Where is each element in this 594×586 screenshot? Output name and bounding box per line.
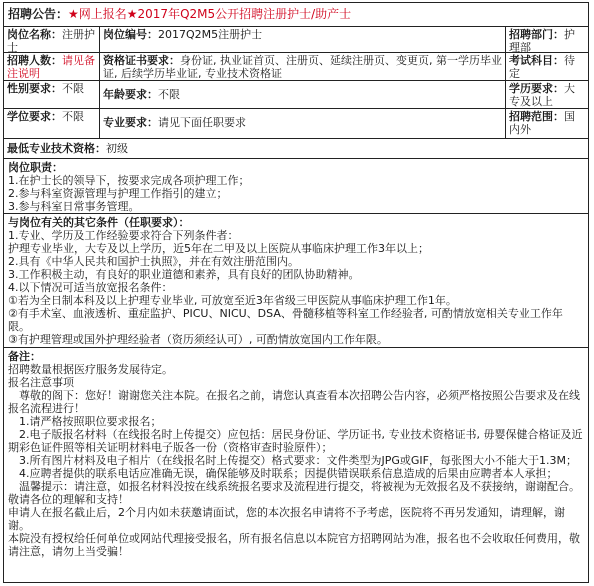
exam-label: 考试科目：: [509, 54, 564, 67]
gender-label: 性别要求：: [7, 82, 62, 95]
duty-line-2: 2.参与科室资源管理与护理工作指引的建立；: [8, 187, 228, 200]
condition-line-8: ③有护理管理或国外护理经验者（资历须经认可）, 可酌情放宽国内工作年限。: [8, 333, 388, 346]
major-cell: [100, 109, 506, 138]
note-line-5: 2.电子版报名材料（在线报名时上传提交）应包括：居民身份证、学历证书, 专业技术资格证书, 毋婴保健合格证及近期彩色证件照等相关证明材料电子版各一份（资格审查时验原件）；: [8, 428, 583, 454]
age-cell: [100, 81, 506, 108]
edu-cell: [506, 81, 588, 108]
count-value: 请见备注说明: [7, 54, 95, 80]
exam-value: 待定: [509, 54, 575, 80]
title-cell: [4, 4, 588, 25]
note-line-6: 3.所有图片材料及电子相片（在线报名时上传提交）格式要求：文件类型为JPG或GIF，每张图大小不能大于1.3M；: [8, 454, 577, 467]
age-label: 年龄要求：: [103, 88, 158, 101]
condition-line-7: ②有手术室、血液透析、重症监护、PICU、NICU、DSA、骨髓移植等科室工作经验者, 可酌情放宽相关专业工作年限。: [8, 307, 563, 333]
info-row-3: [4, 81, 588, 109]
info-row-1: [4, 27, 588, 53]
dept-cell: [506, 27, 588, 52]
condition-line-4: 3.工作积极主动，有良好的职业道德和素养，具有良好的团队协助精神。: [8, 268, 360, 281]
min-skill-row: [4, 139, 588, 159]
cert-label: 资格证书要求：: [103, 54, 180, 67]
edu-value: 大专及以上: [509, 82, 575, 108]
duty-line-1: 1.在护士长的领导下，按要求完成各项护理工作；: [8, 174, 250, 187]
major-label: 专业要求：: [103, 116, 158, 129]
gender-value: 不限: [62, 82, 84, 95]
cert-cell: [100, 53, 506, 80]
position-code-value: 2017Q2M5注册护士: [158, 28, 263, 41]
position-code-cell: [100, 27, 506, 52]
position-name-cell: [4, 27, 100, 52]
duties-label: 岗位职责：: [8, 161, 63, 174]
min-skill-label: 最低专业技术资格：: [7, 142, 106, 155]
dept-value: 护理部: [509, 28, 575, 52]
duties-section: [4, 159, 588, 214]
scope-label: 招聘范围：: [509, 110, 564, 123]
condition-line-3: 2.具有《中华人民共和国护士执照》，并在有效注册范围内。: [8, 255, 299, 268]
note-line-3: 尊敬的阁下：您好！谢谢您关注本院。在报名之前，请您认真查看本次招聘公告内容，必须严格按照公告要求及在线报名流程进行！: [8, 389, 580, 415]
age-value: 不限: [158, 88, 180, 101]
note-line-8: 温馨提示：请注意，如报名材料没按在线系统报名要求及流程进行提交，将被视为无效报名及不获接纳，谢谢配合。敬请各位的理解和支持！: [8, 480, 580, 506]
count-label: 招聘人数：: [7, 54, 62, 67]
notes-label: 备注：: [8, 350, 41, 363]
condition-line-6: ①若为全日制本科及以上护理专业毕业, 可放宽至近3年省级三甲医院从事临床护理工作1年。: [8, 294, 457, 307]
dept-label: 招聘部门：: [509, 28, 564, 41]
edu-label: 学历要求：: [509, 82, 564, 95]
position-name-label: 岗位名称：: [7, 28, 62, 41]
title-text[interactable]: ★网上报名★2017年Q2M5公开招聘注册护士/助产士: [68, 7, 352, 21]
title-row: [4, 3, 588, 27]
position-name-value: 注册护士: [7, 28, 95, 52]
note-line-2: 报名注意事项: [8, 376, 74, 389]
note-line-4: 1.请严格按照职位要求报名；: [8, 415, 162, 428]
degree-label: 学位要求：: [7, 110, 62, 123]
conditions-label: 与岗位有关的其它条件（任职要求）：: [8, 216, 190, 229]
duty-line-3: 3.参与科室日常事务管理。: [8, 200, 140, 213]
note-line-1: 招聘数量根据医疗服务发展待定。: [8, 363, 173, 376]
condition-line-1: 1.专业、学历及工作经验要求符合下列条件者：: [8, 229, 239, 242]
cert-value: 身份证, 执业证首页、注册页、延续注册页、变更页, 第一学历毕业证, 后续学历毕业证, 专业技术资格证: [103, 54, 502, 80]
note-line-10: 本院没有授权给任何单位或网站代理接受报名，所有报名信息以本院官方招聘网站为准，报名也不会收取任何费用，敬请注意，请勿上当受骗！: [8, 532, 580, 558]
min-skill-value: 初级: [106, 142, 128, 155]
degree-cell: [4, 109, 100, 138]
condition-line-2: 护理专业毕业，大专及以上学历，近5年在二甲及以上医院从事临床护理工作3年以上；: [8, 242, 429, 255]
position-code-label: 岗位编号：: [103, 28, 158, 41]
notes-section: [4, 348, 588, 576]
conditions-section: [4, 214, 588, 348]
min-skill-cell: [4, 141, 588, 156]
note-line-7: 4.应聘者提供的联系电话应准确无误，确保能够及时联系；因提供错误联系信息造成的后果由应聘者本人承担；: [8, 467, 558, 480]
note-line-9: 申请人在报名截止后，2个月内如未获邀请面试，您的本次报名申请将不予考虑，医院将不再另发通知，请理解，谢谢。: [8, 506, 565, 532]
job-posting-table: [3, 2, 589, 583]
info-row-2: [4, 53, 588, 81]
count-cell: [4, 53, 100, 80]
info-row-4: [4, 109, 588, 139]
major-value: 请见下面任职要求: [158, 116, 246, 129]
title-label: 招聘公告：: [8, 7, 69, 21]
gender-cell: [4, 81, 100, 108]
exam-cell: [506, 53, 588, 80]
condition-line-5: 4.以下情况可适当放宽报名条件：: [8, 281, 173, 294]
scope-cell: [506, 109, 588, 138]
scope-value: 国内外: [509, 110, 575, 136]
degree-value: 不限: [62, 110, 84, 123]
